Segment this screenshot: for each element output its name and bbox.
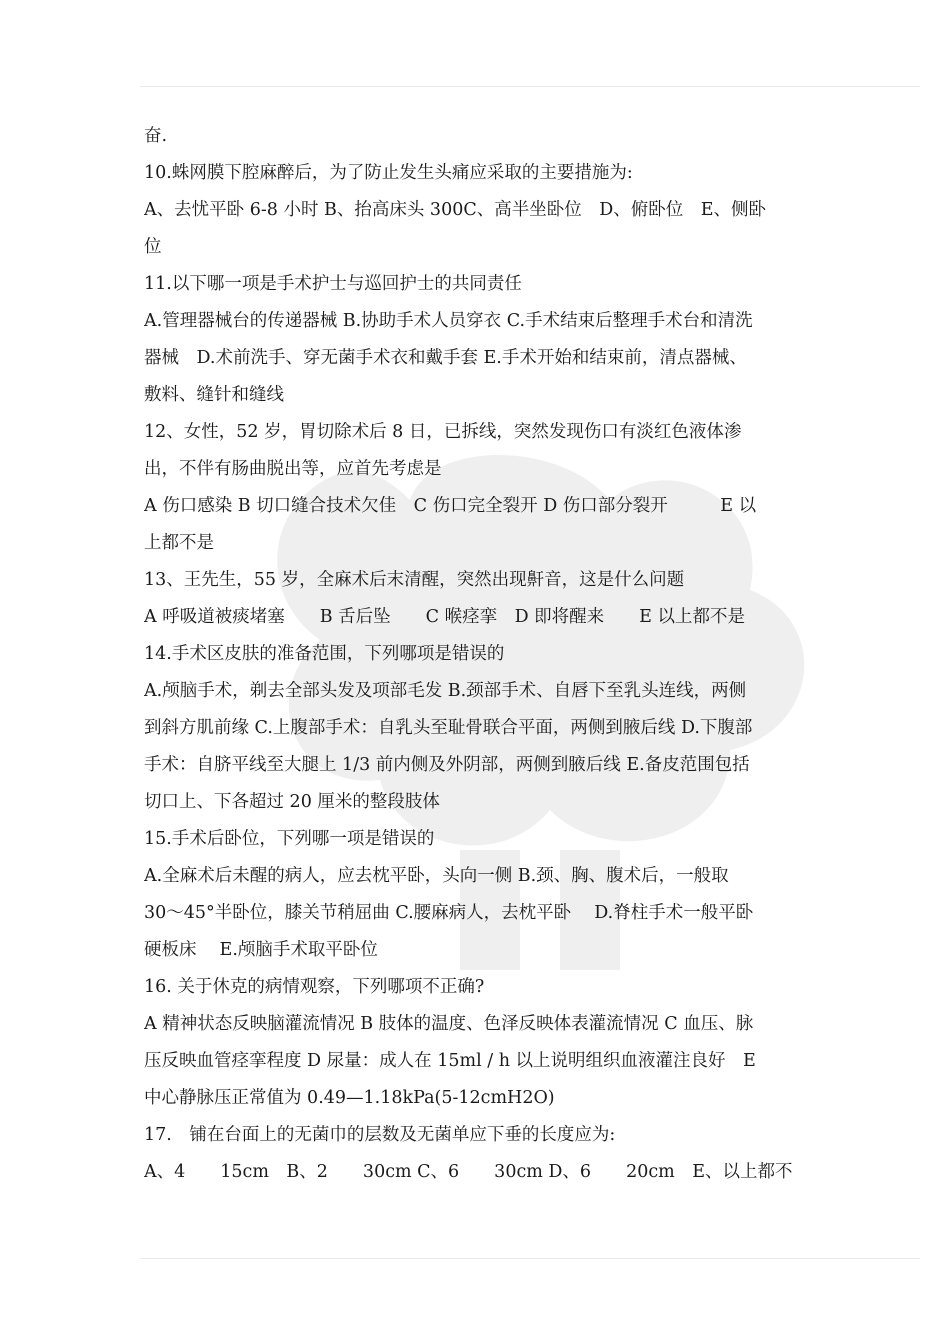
text-line: 硬板床 E.颅脑手术取平卧位 bbox=[144, 940, 378, 960]
question-15-stem: 15.手术后卧位，下列哪一项是错误的 bbox=[144, 829, 435, 849]
question-10-options: A、去忧平卧 6-8 小时 B、抬高床头 300C、高半坐卧位 D、俯卧位 E、侧卧 bbox=[144, 200, 767, 220]
text-line: 上都不是 bbox=[144, 533, 214, 553]
question-14-options: A.颅脑手术，剃去全部头发及项部毛发 B.颈部手术、自唇下至乳头连线，两侧 bbox=[144, 681, 747, 701]
text-line: 位 bbox=[144, 237, 162, 257]
question-17-options: A、4 15cm B、2 30cm C、6 30cm D、6 20cm E、以上都不 bbox=[144, 1162, 793, 1182]
question-10-stem: 10.蛛网膜下腔麻醉后，为了防止发生头痛应采取的主要措施为: bbox=[144, 163, 633, 183]
question-14-stem: 14.手术区皮肤的准备范围，下列哪项是错误的 bbox=[144, 644, 505, 664]
question-12-options: A 伤口感染 B 切口缝合技术欠佳 C 伤口完全裂开 D 伤口部分裂开 E 以 bbox=[144, 496, 757, 516]
header-rule bbox=[140, 86, 920, 87]
text-line: 敷料、缝针和缝线 bbox=[144, 385, 284, 405]
question-text-block bbox=[144, 118, 810, 1191]
text-line: 30～45°半卧位，膝关节稍屈曲 C.腰麻病人，去枕平卧 D.脊柱手术一般平卧 bbox=[144, 903, 754, 923]
footer-rule bbox=[140, 1258, 920, 1259]
question-11-options: A.管理器械台的传递器械 B.协助手术人员穿衣 C.手术结束后整理手术台和清洗 bbox=[144, 311, 753, 331]
text-line: 切口上、下各超过 20 厘米的整段肢体 bbox=[144, 792, 440, 812]
question-13-options: A 呼吸道被痰堵塞 B 舌后坠 C 喉痉挛 D 即将醒来 E 以上都不是 bbox=[144, 607, 746, 627]
question-17-stem: 17. 铺在台面上的无菌巾的层数及无菌单应下垂的长度应为: bbox=[144, 1125, 616, 1145]
text-line: 器械 D.术前洗手、穿无菌手术衣和戴手套 E.手术开始和结束前，清点器械、 bbox=[144, 348, 747, 368]
text-line: 压反映血管痉挛程度 D 尿量：成人在 15ml / h 以上说明组织血液灌注良好 E bbox=[144, 1051, 756, 1071]
question-11-stem: 11.以下哪一项是手术护士与巡回护士的共同责任 bbox=[144, 274, 522, 294]
question-16-options: A 精神状态反映脑灌流情况 B 肢体的温度、色泽反映体表灌流情况 C 血压、脉 bbox=[144, 1014, 754, 1034]
question-13-stem: 13、王先生，55 岁，全麻术后末清醒，突然出现鼾音，这是什么问题 bbox=[144, 570, 685, 590]
text-line: 中心静脉压正常值为 0.49—1.18kPa(5-12cmH2O) bbox=[144, 1088, 555, 1108]
question-15-options: A.全麻术后未醒的病人，应去枕平卧，头向一侧 B.颈、胸、腹术后，一般取 bbox=[144, 866, 729, 886]
text-line: 奋. bbox=[144, 126, 168, 146]
question-16-stem: 16. 关于休克的病情观察，下列哪项不正确? bbox=[144, 977, 485, 997]
text-line: 到斜方肌前缘 C.上腹部手术：自乳头至耻骨联合平面，两侧到腋后线 D.下腹部 bbox=[144, 718, 753, 738]
question-12-stem: 12、女性，52 岁，胃切除术后 8 日，已拆线，突然发现伤口有淡红色液体渗 bbox=[144, 422, 742, 442]
text-line: 出，不伴有肠曲脱出等，应首先考虑是 bbox=[144, 459, 442, 479]
text-line: 手术：自脐平线至大腿上 1/3 前内侧及外阴部，两侧到腋后线 E.备皮范围包括 bbox=[144, 755, 750, 775]
